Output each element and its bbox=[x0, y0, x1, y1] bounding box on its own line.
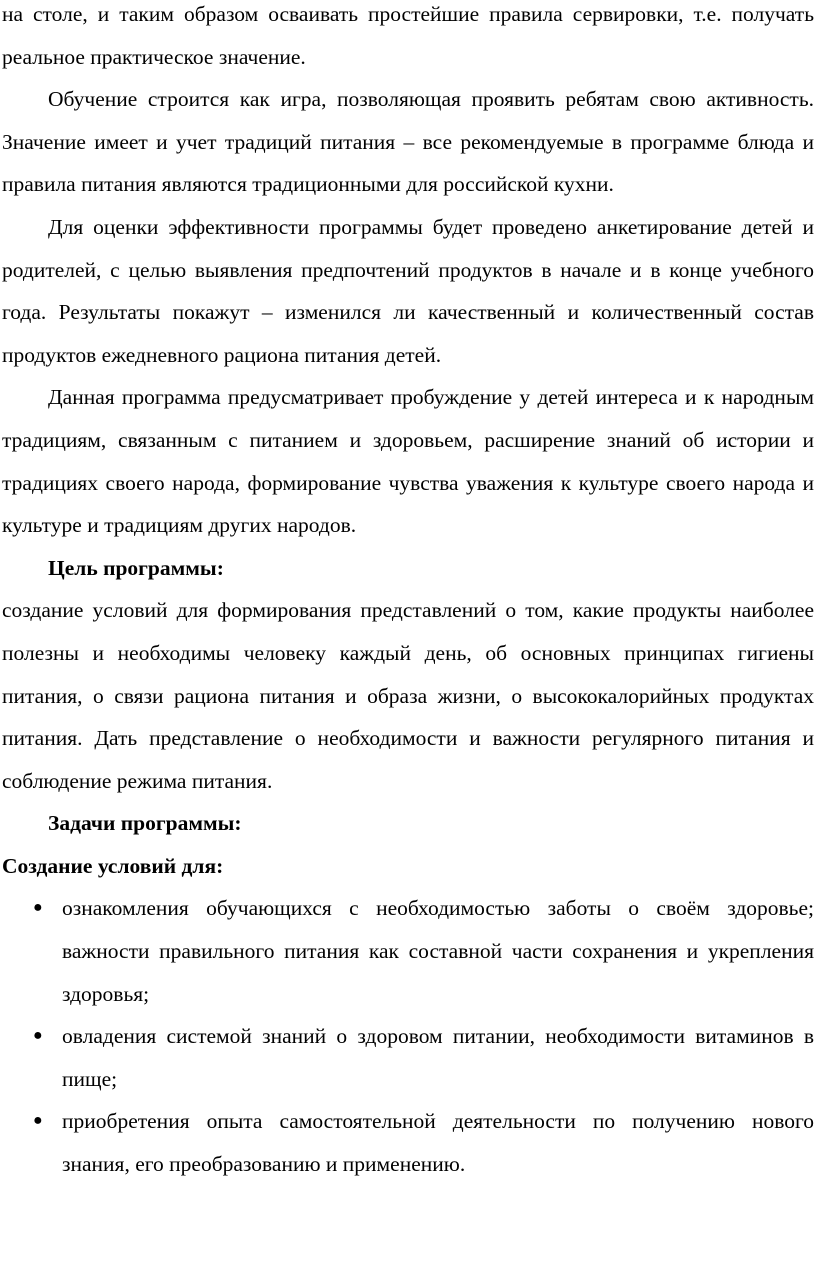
paragraph-game-learning: Обучение строится как игра, позволяющая проявить ребятам свою активность. Значение имеет и учет традиций питания – все рекомендуемые в программе блюда и правила питания являются традиционными для российской кухни. bbox=[2, 87, 814, 197]
list-item bbox=[2, 1015, 814, 1100]
list-item bbox=[2, 1100, 814, 1185]
list-item-text: приобретения опыта самостоятельной деятельности по получению нового знания, его преобразованию и применению. bbox=[62, 1109, 814, 1177]
paragraph-evaluation: Для оценки эффективности программы будет проведено анкетирование детей и родителей, с целью выявления предпочтений продуктов в начале и в конце учебного года. Результаты покажут – изменился ли качественный и количественный состав продуктов ежедневного рациона питания детей. bbox=[2, 214, 814, 367]
tasks-list bbox=[2, 887, 814, 1185]
bullet-icon: ● bbox=[33, 899, 43, 917]
tasks-subheading: Создание условий для: bbox=[2, 853, 224, 878]
paragraph-continuation: на столе, и таким образом осваивать простейшие правила сервировки, т.е. получать реальное практическое значение. bbox=[2, 2, 814, 69]
bullet-icon: ● bbox=[33, 1112, 43, 1130]
list-item-text: ознакомления обучающихся с необходимостью заботы о своём здоровье; важности правильного питания как составной части сохранения и укрепления здоровья; bbox=[62, 896, 814, 1006]
goal-heading: Цель программы: bbox=[48, 555, 224, 580]
goal-text: создание условий для формирования представлений о том, какие продукты наиболее полезны и необходимы человеку каждый день, об основных принципах гигиены питания, о связи рациона питания и образа жизни, о высококалорийных продуктах питания. Дать представление о необходимости и важности регулярного питания и соблюдение режима питания. bbox=[2, 598, 814, 793]
list-item bbox=[2, 887, 814, 1015]
tasks-heading: Задачи программы: bbox=[48, 811, 242, 836]
paragraph-traditions: Данная программа предусматривает пробуждение у детей интереса и к народным традициям, связанным с питанием и здоровьем, расширение знаний об истории и традициях своего народа, формирование чувства уважения к культуре своего народа и культуре и традициям других народов. bbox=[2, 385, 814, 538]
bullet-icon: ● bbox=[33, 1027, 43, 1045]
list-item-text: овладения системой знаний о здоровом питании, необходимости витаминов в пище; bbox=[62, 1024, 814, 1091]
